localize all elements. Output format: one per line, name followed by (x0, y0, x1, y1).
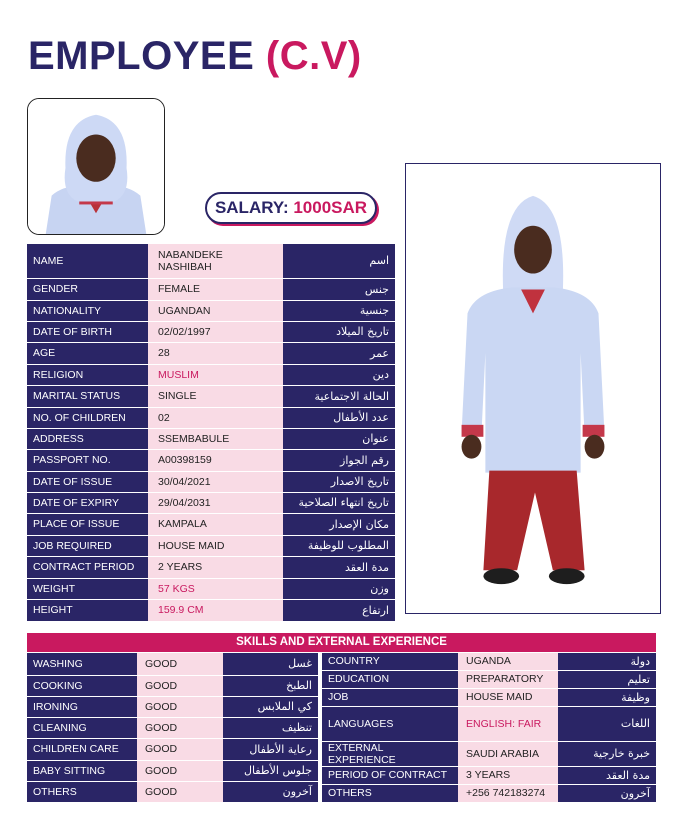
personal-value: NABANDEKE NASHIBAH (148, 244, 283, 278)
personal-value: UGANDAN (148, 300, 283, 321)
title-main: EMPLOYEE (28, 34, 255, 78)
experience-table (322, 653, 656, 803)
experience-row (322, 741, 656, 766)
experience-arabic-label: اللغات (558, 706, 656, 741)
personal-row (27, 364, 395, 385)
salary-label: SALARY: (214, 198, 289, 217)
personal-row (27, 471, 395, 492)
personal-arabic-label: تاريخ انتهاء الصلاحية (283, 492, 395, 513)
experience-value: PREPARATORY (458, 670, 558, 688)
experience-label: OTHERS (322, 784, 458, 802)
experience-row (322, 784, 656, 802)
experience-arabic-label: خبرة خارجية (558, 741, 656, 766)
personal-label: GENDER (27, 278, 148, 300)
experience-label: LANGUAGES (322, 706, 458, 741)
personal-label: ADDRESS (27, 428, 148, 449)
personal-row (27, 428, 395, 449)
experience-row (322, 688, 656, 706)
personal-row (27, 244, 395, 278)
personal-label: HEIGHT (27, 599, 148, 621)
personal-row (27, 300, 395, 321)
personal-arabic-label: رقم الجواز (283, 449, 395, 471)
personal-row (27, 342, 395, 364)
salary-value: 1000SAR (293, 198, 368, 217)
personal-value: A00398159 (148, 449, 283, 471)
personal-arabic-label: ارتفاع (283, 599, 395, 621)
personal-label: DATE OF BIRTH (27, 321, 148, 342)
skills-arabic-label: غسل (223, 653, 318, 675)
skills-row (27, 781, 318, 802)
personal-label: RELIGION (27, 364, 148, 385)
experience-label: PERIOD OF CONTRACT (322, 766, 458, 784)
personal-value: SSEMBABULE (148, 428, 283, 449)
personal-arabic-label: تاريخ الاصدار (283, 471, 395, 492)
personal-row (27, 278, 395, 300)
personal-value: 02 (148, 407, 283, 428)
personal-arabic-label: عمر (283, 342, 395, 364)
personal-arabic-label: المطلوب للوظيفة (283, 535, 395, 556)
experience-label: COUNTRY (322, 653, 458, 670)
personal-label: WEIGHT (27, 578, 148, 599)
title-accent: (C.V) (265, 34, 362, 78)
skills-value: GOOD (137, 717, 223, 738)
personal-row (27, 321, 395, 342)
personal-label: DATE OF ISSUE (27, 471, 148, 492)
skills-value: GOOD (137, 781, 223, 802)
personal-value: 2 YEARS (148, 556, 283, 578)
skills-row (27, 653, 318, 675)
experience-label: EDUCATION (322, 670, 458, 688)
skills-value: GOOD (137, 696, 223, 717)
experience-value: +256 742183274 (458, 784, 558, 802)
personal-value: MUSLIM (148, 364, 283, 385)
experience-arabic-label: تعليم (558, 670, 656, 688)
personal-arabic-label: مكان الإصدار (283, 513, 395, 535)
personal-row (27, 578, 395, 599)
experience-arabic-label: مدة العقد (558, 766, 656, 784)
page-title (28, 34, 362, 79)
personal-label: CONTRACT PERIOD (27, 556, 148, 578)
skills-row (27, 675, 318, 696)
skills-label: OTHERS (27, 781, 137, 802)
skills-arabic-label: رعاية الأطفال (223, 738, 318, 760)
skills-label: CLEANING (27, 717, 137, 738)
personal-details-table (27, 244, 395, 622)
personal-arabic-label: جنسية (283, 300, 395, 321)
personal-label: PLACE OF ISSUE (27, 513, 148, 535)
personal-arabic-label: جنس (283, 278, 395, 300)
personal-arabic-label: مدة العقد (283, 556, 395, 578)
skills-table (27, 653, 318, 803)
skills-value: GOOD (137, 738, 223, 760)
personal-label: AGE (27, 342, 148, 364)
skills-row (27, 738, 318, 760)
skills-label: IRONING (27, 696, 137, 717)
experience-value: ENGLISH: FAIR (458, 706, 558, 741)
experience-label: EXTERNAL EXPERIENCE (322, 741, 458, 766)
skills-value: GOOD (137, 675, 223, 696)
personal-value: 28 (148, 342, 283, 364)
skills-arabic-label: جلوس الأطفال (223, 760, 318, 781)
personal-value: KAMPALA (148, 513, 283, 535)
experience-row (322, 706, 656, 741)
experience-value: SAUDI ARABIA (458, 741, 558, 766)
salary-badge (205, 192, 377, 224)
skills-label: COOKING (27, 675, 137, 696)
experience-arabic-label: دولة (558, 653, 656, 670)
personal-arabic-label: اسم (283, 244, 395, 278)
experience-value: HOUSE MAID (458, 688, 558, 706)
personal-label: PASSPORT NO. (27, 449, 148, 471)
personal-row (27, 449, 395, 471)
personal-value: SINGLE (148, 385, 283, 407)
personal-arabic-label: الحالة الاجتماعية (283, 385, 395, 407)
personal-label: DATE OF EXPIRY (27, 492, 148, 513)
personal-arabic-label: عنوان (283, 428, 395, 449)
skills-arabic-label: الطبخ (223, 675, 318, 696)
personal-label: NAME (27, 244, 148, 278)
skills-arabic-label: تنظيف (223, 717, 318, 738)
experience-arabic-label: آخرون (558, 784, 656, 802)
experience-row (322, 653, 656, 670)
personal-arabic-label: وزن (283, 578, 395, 599)
skills-label: WASHING (27, 653, 137, 675)
experience-row (322, 766, 656, 784)
experience-value: UGANDA (458, 653, 558, 670)
personal-row (27, 556, 395, 578)
personal-row (27, 513, 395, 535)
personal-row (27, 407, 395, 428)
skills-label: BABY SITTING (27, 760, 137, 781)
personal-value: 159.9 CM (148, 599, 283, 621)
experience-row (322, 670, 656, 688)
skills-row (27, 717, 318, 738)
personal-row (27, 492, 395, 513)
personal-row (27, 385, 395, 407)
personal-arabic-label: دين (283, 364, 395, 385)
personal-value: 30/04/2021 (148, 471, 283, 492)
experience-value: 3 YEARS (458, 766, 558, 784)
personal-value: HOUSE MAID (148, 535, 283, 556)
personal-label: NATIONALITY (27, 300, 148, 321)
portrait-photo (27, 98, 165, 235)
experience-arabic-label: وظيفة (558, 688, 656, 706)
skills-value: GOOD (137, 653, 223, 675)
personal-row (27, 535, 395, 556)
skills-label: CHILDREN CARE (27, 738, 137, 760)
personal-arabic-label: تاريخ الميلاد (283, 321, 395, 342)
skills-arabic-label: آخرون (223, 781, 318, 802)
skills-row (27, 696, 318, 717)
personal-value: FEMALE (148, 278, 283, 300)
personal-label: JOB REQUIRED (27, 535, 148, 556)
experience-label: JOB (322, 688, 458, 706)
personal-value: 29/04/2031 (148, 492, 283, 513)
personal-row (27, 599, 395, 621)
skills-arabic-label: كي الملابس (223, 696, 318, 717)
personal-label: MARITAL STATUS (27, 385, 148, 407)
skills-value: GOOD (137, 760, 223, 781)
full-body-photo (405, 163, 661, 614)
personal-arabic-label: عدد الأطفال (283, 407, 395, 428)
personal-value: 57 KGS (148, 578, 283, 599)
skills-section-header: SKILLS AND EXTERNAL EXPERIENCE (27, 633, 656, 652)
personal-label: NO. OF CHILDREN (27, 407, 148, 428)
skills-row (27, 760, 318, 781)
personal-value: 02/02/1997 (148, 321, 283, 342)
